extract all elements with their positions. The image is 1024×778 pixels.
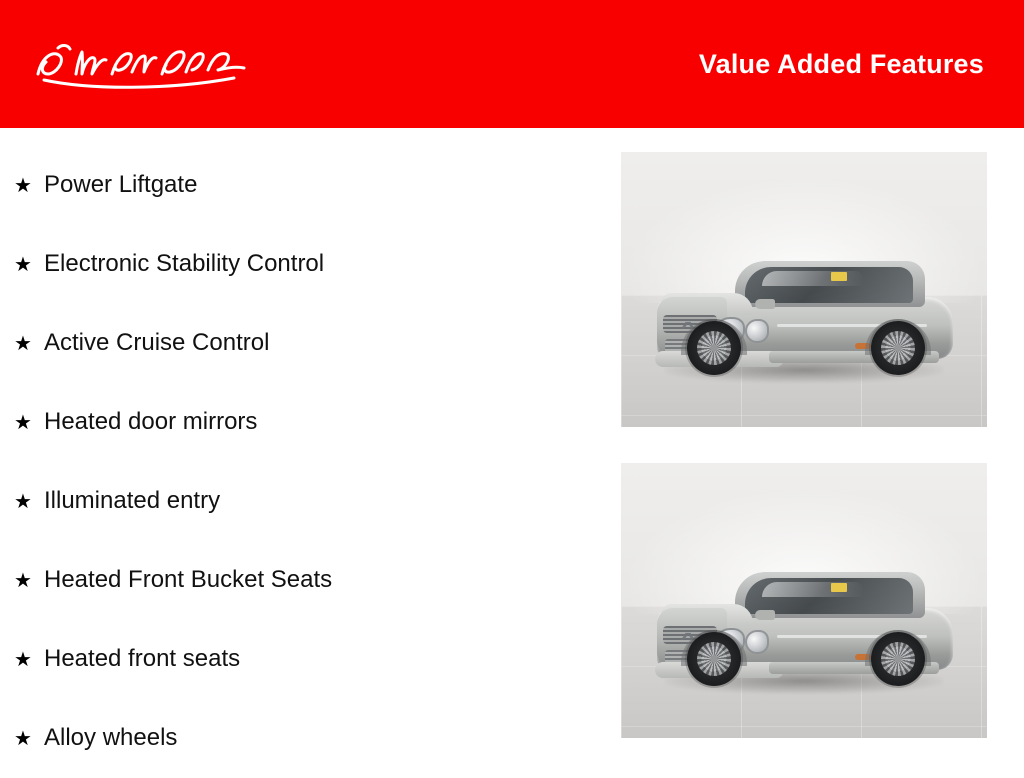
vehicle-glass [745, 578, 913, 614]
list-item [14, 383, 594, 462]
vehicle-photo-front-three-quarter-1 [621, 152, 987, 427]
alloy-wheel-rear [871, 321, 925, 375]
page-title: Value Added Features [698, 48, 984, 79]
jim-hudson-logo [20, 34, 260, 94]
feature-label: Electronic Stability Control [44, 250, 325, 278]
list-item [14, 304, 594, 383]
header-bar [0, 0, 1024, 128]
feature-label: Heated front seats [44, 645, 241, 673]
star-bullet-icon: ★ [14, 411, 32, 434]
feature-list [14, 146, 594, 778]
star-bullet-icon: ★ [14, 648, 32, 671]
star-bullet-icon: ★ [14, 332, 32, 355]
alloy-wheel-front [687, 632, 741, 686]
star-bullet-icon: ★ [14, 490, 32, 513]
wheel-spokes [881, 331, 915, 365]
wheel-spokes [881, 642, 915, 676]
headlight-right [745, 319, 769, 343]
feature-label: Active Cruise Control [44, 329, 270, 357]
feature-label: Alloy wheels [44, 724, 178, 752]
star-bullet-icon: ★ [14, 253, 32, 276]
feature-label: Power Liftgate [44, 171, 198, 199]
list-item [14, 462, 594, 541]
windshield-sticker [831, 272, 847, 281]
headlight-right [745, 630, 769, 654]
vehicle-illustration [649, 235, 961, 385]
list-item [14, 146, 594, 225]
list-item [14, 699, 594, 778]
list-item [14, 225, 594, 304]
wheel-spokes [697, 642, 731, 676]
wheel-spokes [697, 331, 731, 365]
side-mirror [755, 610, 775, 620]
feature-label: Illuminated entry [44, 487, 221, 515]
list-item [14, 541, 594, 620]
vehicle-glass [745, 267, 913, 303]
star-bullet-icon: ★ [14, 569, 32, 592]
alloy-wheel-front [687, 321, 741, 375]
feature-label: Heated Front Bucket Seats [44, 566, 333, 594]
list-item [14, 620, 594, 699]
alloy-wheel-rear [871, 632, 925, 686]
side-mirror [755, 299, 775, 309]
star-bullet-icon: ★ [14, 174, 32, 197]
windshield-sticker [831, 583, 847, 592]
star-bullet-icon: ★ [14, 727, 32, 750]
vehicle-illustration [649, 546, 961, 696]
vehicle-photo-front-three-quarter-2 [621, 463, 987, 738]
feature-label: Heated door mirrors [44, 408, 258, 436]
